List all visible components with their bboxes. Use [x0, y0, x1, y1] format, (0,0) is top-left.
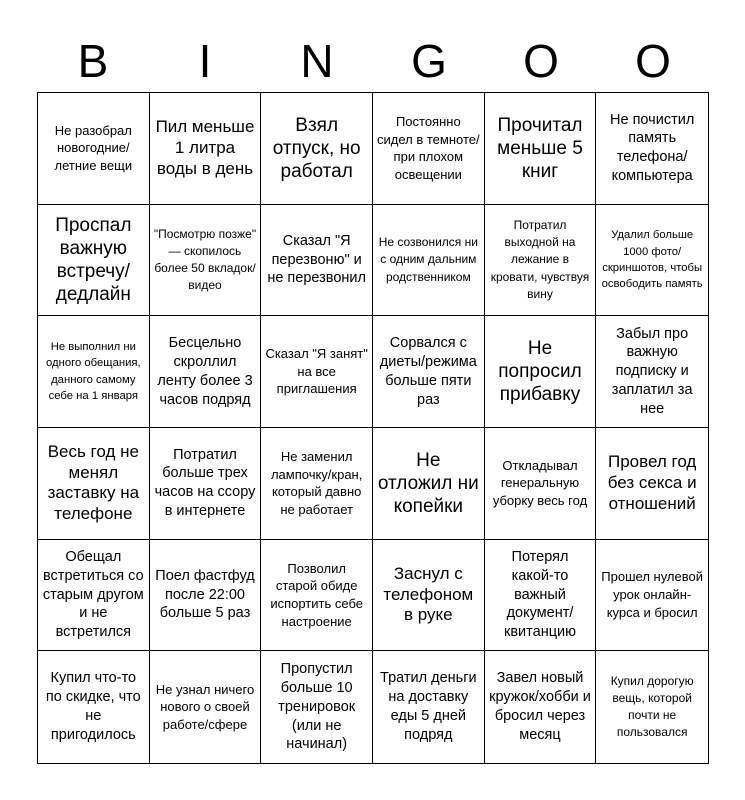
bingo-cell[interactable]: Откладывал генеральную уборку весь год	[485, 428, 597, 540]
bingo-cell[interactable]: Взял отпуск, но работал	[261, 93, 373, 205]
bingo-cell[interactable]: Обещал встретиться со старым другом и не встретился	[38, 540, 150, 652]
bingo-cell[interactable]: Сказал "Я перезвоню" и не перезвонил	[261, 205, 373, 317]
bingo-cell[interactable]: Провел год без секса и отношений	[596, 428, 708, 540]
bingo-board	[37, 92, 709, 764]
bingo-cell[interactable]: Купил дорогую вещь, которой почти не пользовался	[610, 674, 694, 740]
bingo-cell[interactable]: Тратил деньги на доставку еды 5 дней подряд	[373, 651, 485, 763]
bingo-cell[interactable]: Прочитал меньше 5 книг	[485, 93, 597, 205]
bingo-cell[interactable]: Проспал важную встречу/дедлайн	[38, 205, 150, 317]
header-letter-o: O	[523, 35, 559, 87]
bingo-cell[interactable]: Не заменил лампочку/кран, который давно не работает	[261, 428, 373, 540]
bingo-cell[interactable]: Сорвался с диеты/режима больше пяти раз	[373, 316, 485, 428]
bingo-cell[interactable]: Пропустил больше 10 тренировок (или не начинал)	[261, 651, 373, 763]
bingo-cell[interactable]: Удалил больше 1000 фото/скриншотов, чтобы освободить память	[596, 205, 708, 317]
header-letter-i: I	[198, 35, 212, 87]
bingo-cell[interactable]: Забыл про важную подписку и заплатил за нее	[596, 316, 708, 428]
header-letter-g: G	[411, 35, 447, 87]
bingo-cell[interactable]: Прошел нулевой урок онлайн-курса и бросил	[596, 540, 708, 652]
bingo-cell[interactable]: Заснул с телефоном в руке	[373, 540, 485, 652]
bingo-cell[interactable]: Потратил выходной на лежание в кровати, чувствуя вину	[485, 205, 597, 317]
bingo-cell[interactable]: Не узнал ничего нового о своей работе/сфере	[150, 651, 262, 763]
bingo-cell[interactable]: Купил что-то по скидке, что не пригодилось	[38, 651, 150, 763]
header-letter-n: N	[300, 35, 334, 87]
header-letter-b: B	[77, 35, 109, 87]
bingo-header	[37, 30, 709, 92]
bingo-cell[interactable]: Весь год не менял заставку на телефоне	[38, 428, 150, 540]
bingo-cell[interactable]: Потратил больше трех часов на ссору в интернете	[150, 428, 262, 540]
bingo-cell[interactable]: Бесцельно скроллил ленту более 3 часов подряд	[150, 316, 262, 428]
bingo-cell[interactable]: Не выполнил ни одного обещания, данного самому себе на 1 января	[38, 316, 150, 428]
bingo-cell[interactable]: Позволил старой обиде испортить себе настроение	[261, 540, 373, 652]
bingo-cell[interactable]: Потерял какой-то важный документ/квитанцию	[485, 540, 597, 652]
bingo-cell[interactable]: Не отложил ни копейки	[373, 428, 485, 540]
bingo-cell[interactable]: Не попросил прибавку	[485, 316, 597, 428]
bingo-cell[interactable]: Не созвонился ни с одним дальним родственником	[373, 205, 485, 317]
bingo-cell[interactable]: Завел новый кружок/хобби и бросил через месяц	[485, 651, 597, 763]
bingo-cell[interactable]: Постоянно сидел в темноте/при плохом освещении	[373, 93, 485, 205]
bingo-cell[interactable]: Не разобрал новогодние/летние вещи	[38, 93, 150, 205]
bingo-cell[interactable]: Сказал "Я занят" на все приглашения	[261, 316, 373, 428]
bingo-cell[interactable]: Пил меньше 1 литра воды в день	[150, 93, 262, 205]
bingo-cell[interactable]: Не почистил память телефона/компьютера	[596, 93, 708, 205]
header-letter-o-2: O	[635, 35, 671, 87]
bingo-cell[interactable]: Поел фастфуд после 22:00 больше 5 раз	[150, 540, 262, 652]
bingo-cell[interactable]: "Посмотрю позже" — скопилось более 50 вкладок/видео	[150, 205, 262, 317]
